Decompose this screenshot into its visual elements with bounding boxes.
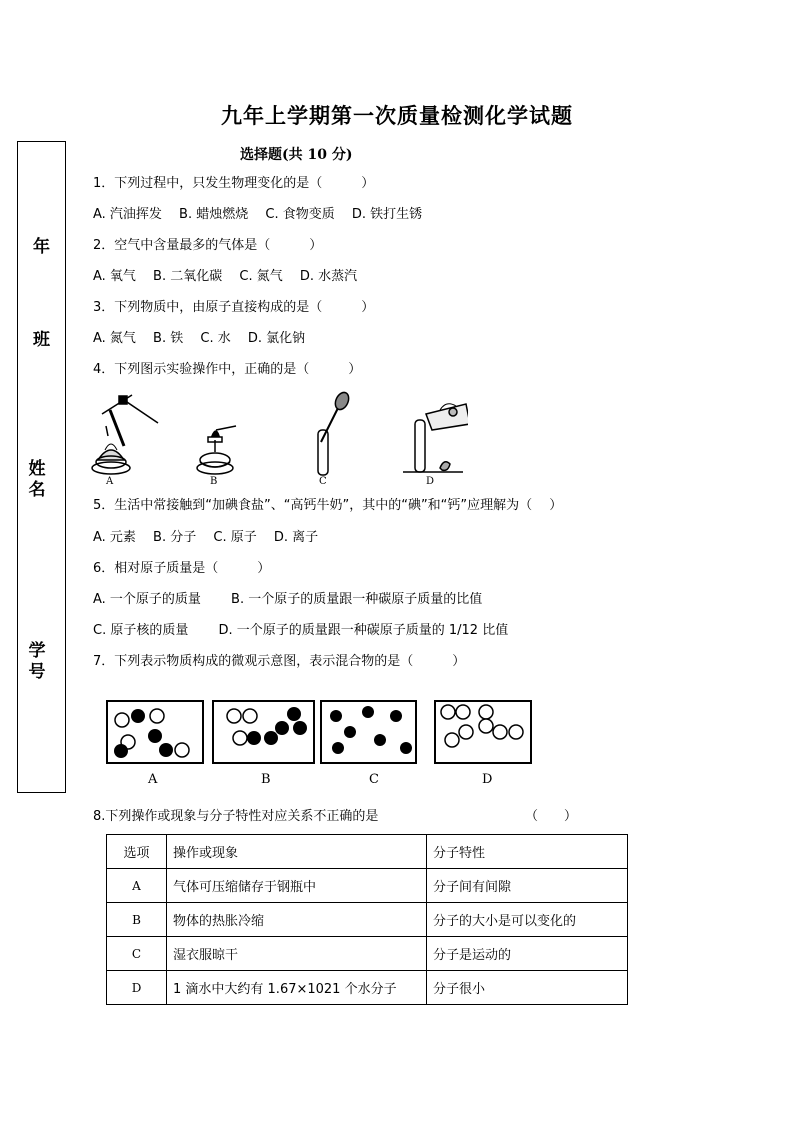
question-8: 8.下列操作或现象与分子特性对应关系不正确的是 xyxy=(93,809,379,824)
table-cell: 物体的热胀冷缩 xyxy=(167,903,427,937)
question-2: 2．空气中含量最多的气体是（ ） xyxy=(93,238,323,253)
table-header-cell: 分子特性 xyxy=(427,835,628,869)
question-6-options-ab: A. 一个原子的质量 B. 一个原子的质量跟一种碳原子质量的比值 xyxy=(93,592,483,607)
question-4: 4．下列图示实验操作中，正确的是（ ） xyxy=(93,362,362,377)
question-3: 3．下列物质中，由原子直接构成的是（ ） xyxy=(93,300,375,315)
molecule-properties-table xyxy=(106,834,628,1005)
table-cell: 分子的大小是可以变化的 xyxy=(427,903,628,937)
table-cell: 湿衣服晾干 xyxy=(167,937,427,971)
molecule-diagram-c-particles xyxy=(322,702,415,762)
question-5-options: A. 元素 B. 分子 C. 原子 D. 离子 xyxy=(93,530,319,545)
diagram-label-c: C xyxy=(369,772,379,787)
figure-d-pouring-solid xyxy=(403,404,468,472)
table-header-row xyxy=(107,835,628,869)
question-5: 5．生活中常接触到“加碘食盐”、“高钙牛奶”，其中的“碘”和“钙”应理解为（ ） xyxy=(93,498,563,513)
question-8-answer-blank: （ ） xyxy=(525,809,578,824)
molecule-diagram-d xyxy=(434,700,532,764)
table-row xyxy=(107,903,628,937)
lab-operations-figure xyxy=(88,390,468,490)
figure-label-b: B xyxy=(210,476,218,487)
diagram-label-d: D xyxy=(482,772,493,787)
molecule-diagram-d-particles xyxy=(436,702,530,762)
table-cell: 1 滴水中大约有 1.67×1021 个水分子 xyxy=(167,971,427,1005)
table-cell: 分子很小 xyxy=(427,971,628,1005)
table-cell: C xyxy=(107,937,167,971)
question-7: 7．下列表示物质构成的微观示意图，表示混合物的是（ ） xyxy=(93,654,466,669)
class-label: 班 xyxy=(33,330,50,350)
question-6-options-cd: C. 原子核的质量 D. 一个原子的质量跟一种碳原子质量的 1/12 比值 xyxy=(93,623,509,638)
diagram-label-b: B xyxy=(261,772,271,787)
table-cell: 分子间有间隙 xyxy=(427,869,628,903)
question-2-options: A. 氧气 B. 二氧化碳 C. 氮气 D. 水蒸汽 xyxy=(93,269,358,284)
molecule-diagram-b-particles xyxy=(214,702,313,762)
question-6: 6．相对原子质量是（ ） xyxy=(93,561,271,576)
question-1-options: A. 汽油挥发 B. 蜡烛燃烧 C. 食物变质 D. 铁打生锈 xyxy=(93,207,423,222)
question-1: 1．下列过程中，只发生物理变化的是（ ） xyxy=(93,176,375,191)
table-row xyxy=(107,869,628,903)
table-cell: D xyxy=(107,971,167,1005)
figure-label-c: C xyxy=(319,476,327,487)
page-title: 九年上学期第一次质量检测化学试题 xyxy=(221,103,573,128)
molecule-diagram-c xyxy=(320,700,417,764)
table-cell: A xyxy=(107,869,167,903)
table-cell: 分子是运动的 xyxy=(427,937,628,971)
molecule-diagram-b xyxy=(212,700,315,764)
grade-label: 年 xyxy=(33,237,50,257)
molecule-diagram-a-particles xyxy=(108,702,202,762)
table-header-cell: 操作或现象 xyxy=(167,835,427,869)
question-3-options: A. 氮气 B. 铁 C. 水 D. 氯化钠 xyxy=(93,331,306,346)
figure-a-heating-tube xyxy=(92,395,158,474)
section-heading: 选择题(共 10 分) xyxy=(240,147,353,163)
figure-label-d: D xyxy=(426,476,435,487)
table-cell: B xyxy=(107,903,167,937)
figure-label-a: A xyxy=(106,476,114,487)
name-label: 姓名 xyxy=(28,459,46,500)
figure-b-alcohol-lamp xyxy=(197,426,236,474)
student-number-label: 学号 xyxy=(28,641,46,682)
diagram-label-a: A xyxy=(148,772,158,787)
table-cell: 气体可压缩储存于钢瓶中 xyxy=(167,869,427,903)
figure-c-dropper xyxy=(318,390,351,475)
table-header-cell: 选项 xyxy=(107,835,167,869)
molecule-diagram-a xyxy=(106,700,204,764)
table-row xyxy=(107,937,628,971)
table-row xyxy=(107,971,628,1005)
